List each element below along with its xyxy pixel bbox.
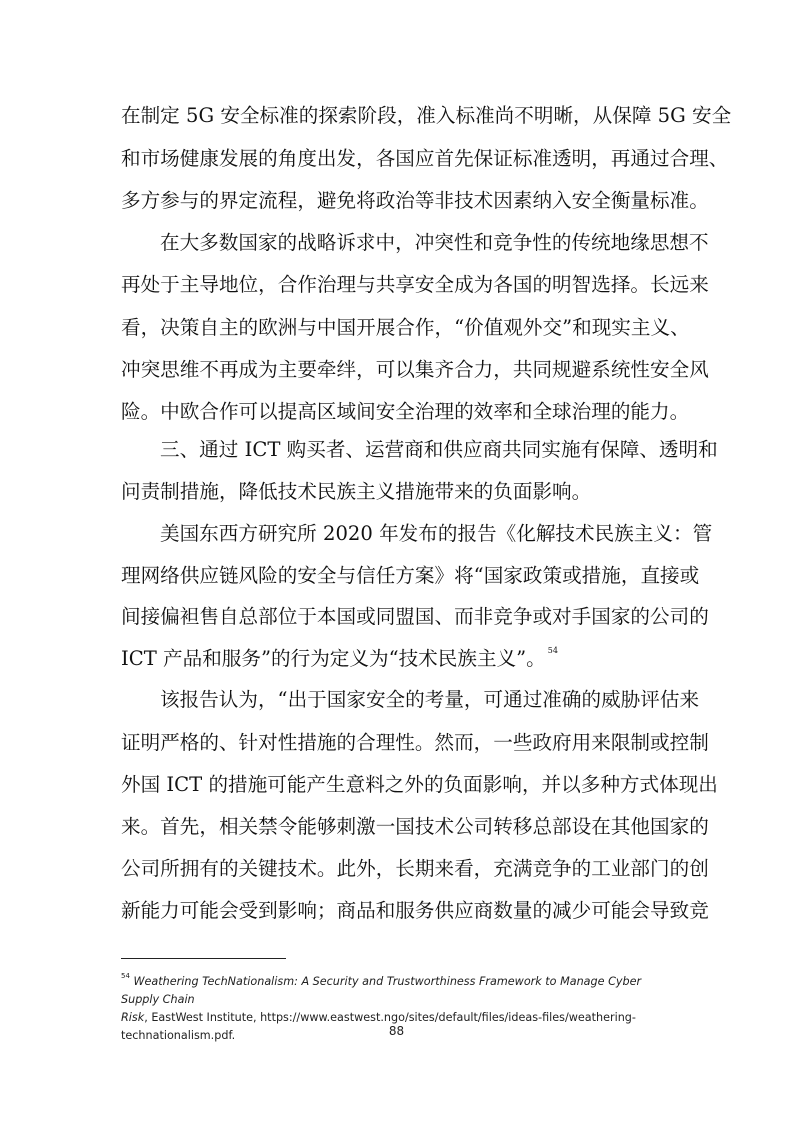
text-line: [121, 643, 673, 675]
text-line: 险。中欧合作可以提高区域间安全治理的效率和全球治理的能力。: [121, 400, 690, 423]
footnote-separator: [121, 958, 286, 959]
text-line: 多方参与的界定流程，避免将政治等非技术因素纳入安全衡量标准。: [121, 189, 709, 212]
footnote-title: Weathering TechNationalism: A Security and Trustworthiness Framework to Manage Cyber Supply Chain: [121, 975, 642, 1006]
text-line: 证明严格的、针对性措施的合理性。然而，一些政府用来限制或控制: [121, 731, 709, 754]
text-line: 在大多数国家的战略诉求中，冲突性和竞争性的传统地缘思想不: [160, 231, 709, 254]
text-line: 间接偏袒售自总部位于本国或同盟国、而非竞争或对手国家的公司的: [121, 605, 709, 628]
text-line: 美国东西方研究所 2020 年发布的报告《化解技术民族主义：管: [160, 522, 713, 545]
text-line: 看，决策自主的欧洲与中国开展合作，“价值观外交”和现实主义、: [121, 316, 690, 339]
footnote-link-cont[interactable]: technationalism.pdf.: [121, 1029, 236, 1042]
page-number: 88: [388, 1024, 405, 1038]
text-line: 冲突思维不再成为主要牵绊，可以集齐合力，共同规避系统性安全风: [121, 358, 709, 381]
text-line: 和市场健康发展的角度出发，各国应首先保证标准透明，再通过合理、: [121, 147, 729, 170]
text-line: 三、通过 ICT 购买者、运营商和供应商共同实施有保障、透明和: [160, 438, 718, 461]
footnote-title-cont: Risk: [121, 1011, 145, 1024]
text-line: 在制定 5G 安全标准的探索阶段，准入标准尚不明晰，从保障 5G 安全: [121, 104, 732, 127]
text-line: 该报告认为，“出于国家安全的考量，可通过准确的威胁评估来: [160, 688, 700, 711]
text-line: 新能力可能会受到影响；商品和服务供应商数量的减少可能会导致竞: [121, 899, 709, 922]
footnote-reference[interactable]: 54: [547, 646, 558, 655]
text-line: 公司所拥有的关键技术。此外，长期来看，充满竞争的工业部门的创: [121, 857, 709, 880]
text-line: 来。首先，相关禁令能够刺激一国技术公司转移总部设在其他国家的: [121, 815, 709, 838]
text-line: 再处于主导地位，合作治理与共享安全成为各国的明智选择。长远来: [121, 273, 709, 296]
footnote-source: , EastWest Institute, https://www.eastwest.ngo/sites/default/files/ideas-files/weathering-: [144, 1011, 636, 1024]
footnote-number: 54: [121, 972, 130, 980]
text-line: 问责制措施，降低技术民族主义措施带来的负面影响。: [121, 480, 592, 503]
text-line-content: ICT 产品和服务”的行为定义为“技术民族主义”。: [121, 647, 546, 670]
text-line: 理网络供应链风险的安全与信任方案》将“国家政策或措施，直接或: [121, 564, 700, 587]
text-line: 外国 ICT 的措施可能产生意料之外的负面影响，并以多种方式体现出: [121, 773, 718, 796]
